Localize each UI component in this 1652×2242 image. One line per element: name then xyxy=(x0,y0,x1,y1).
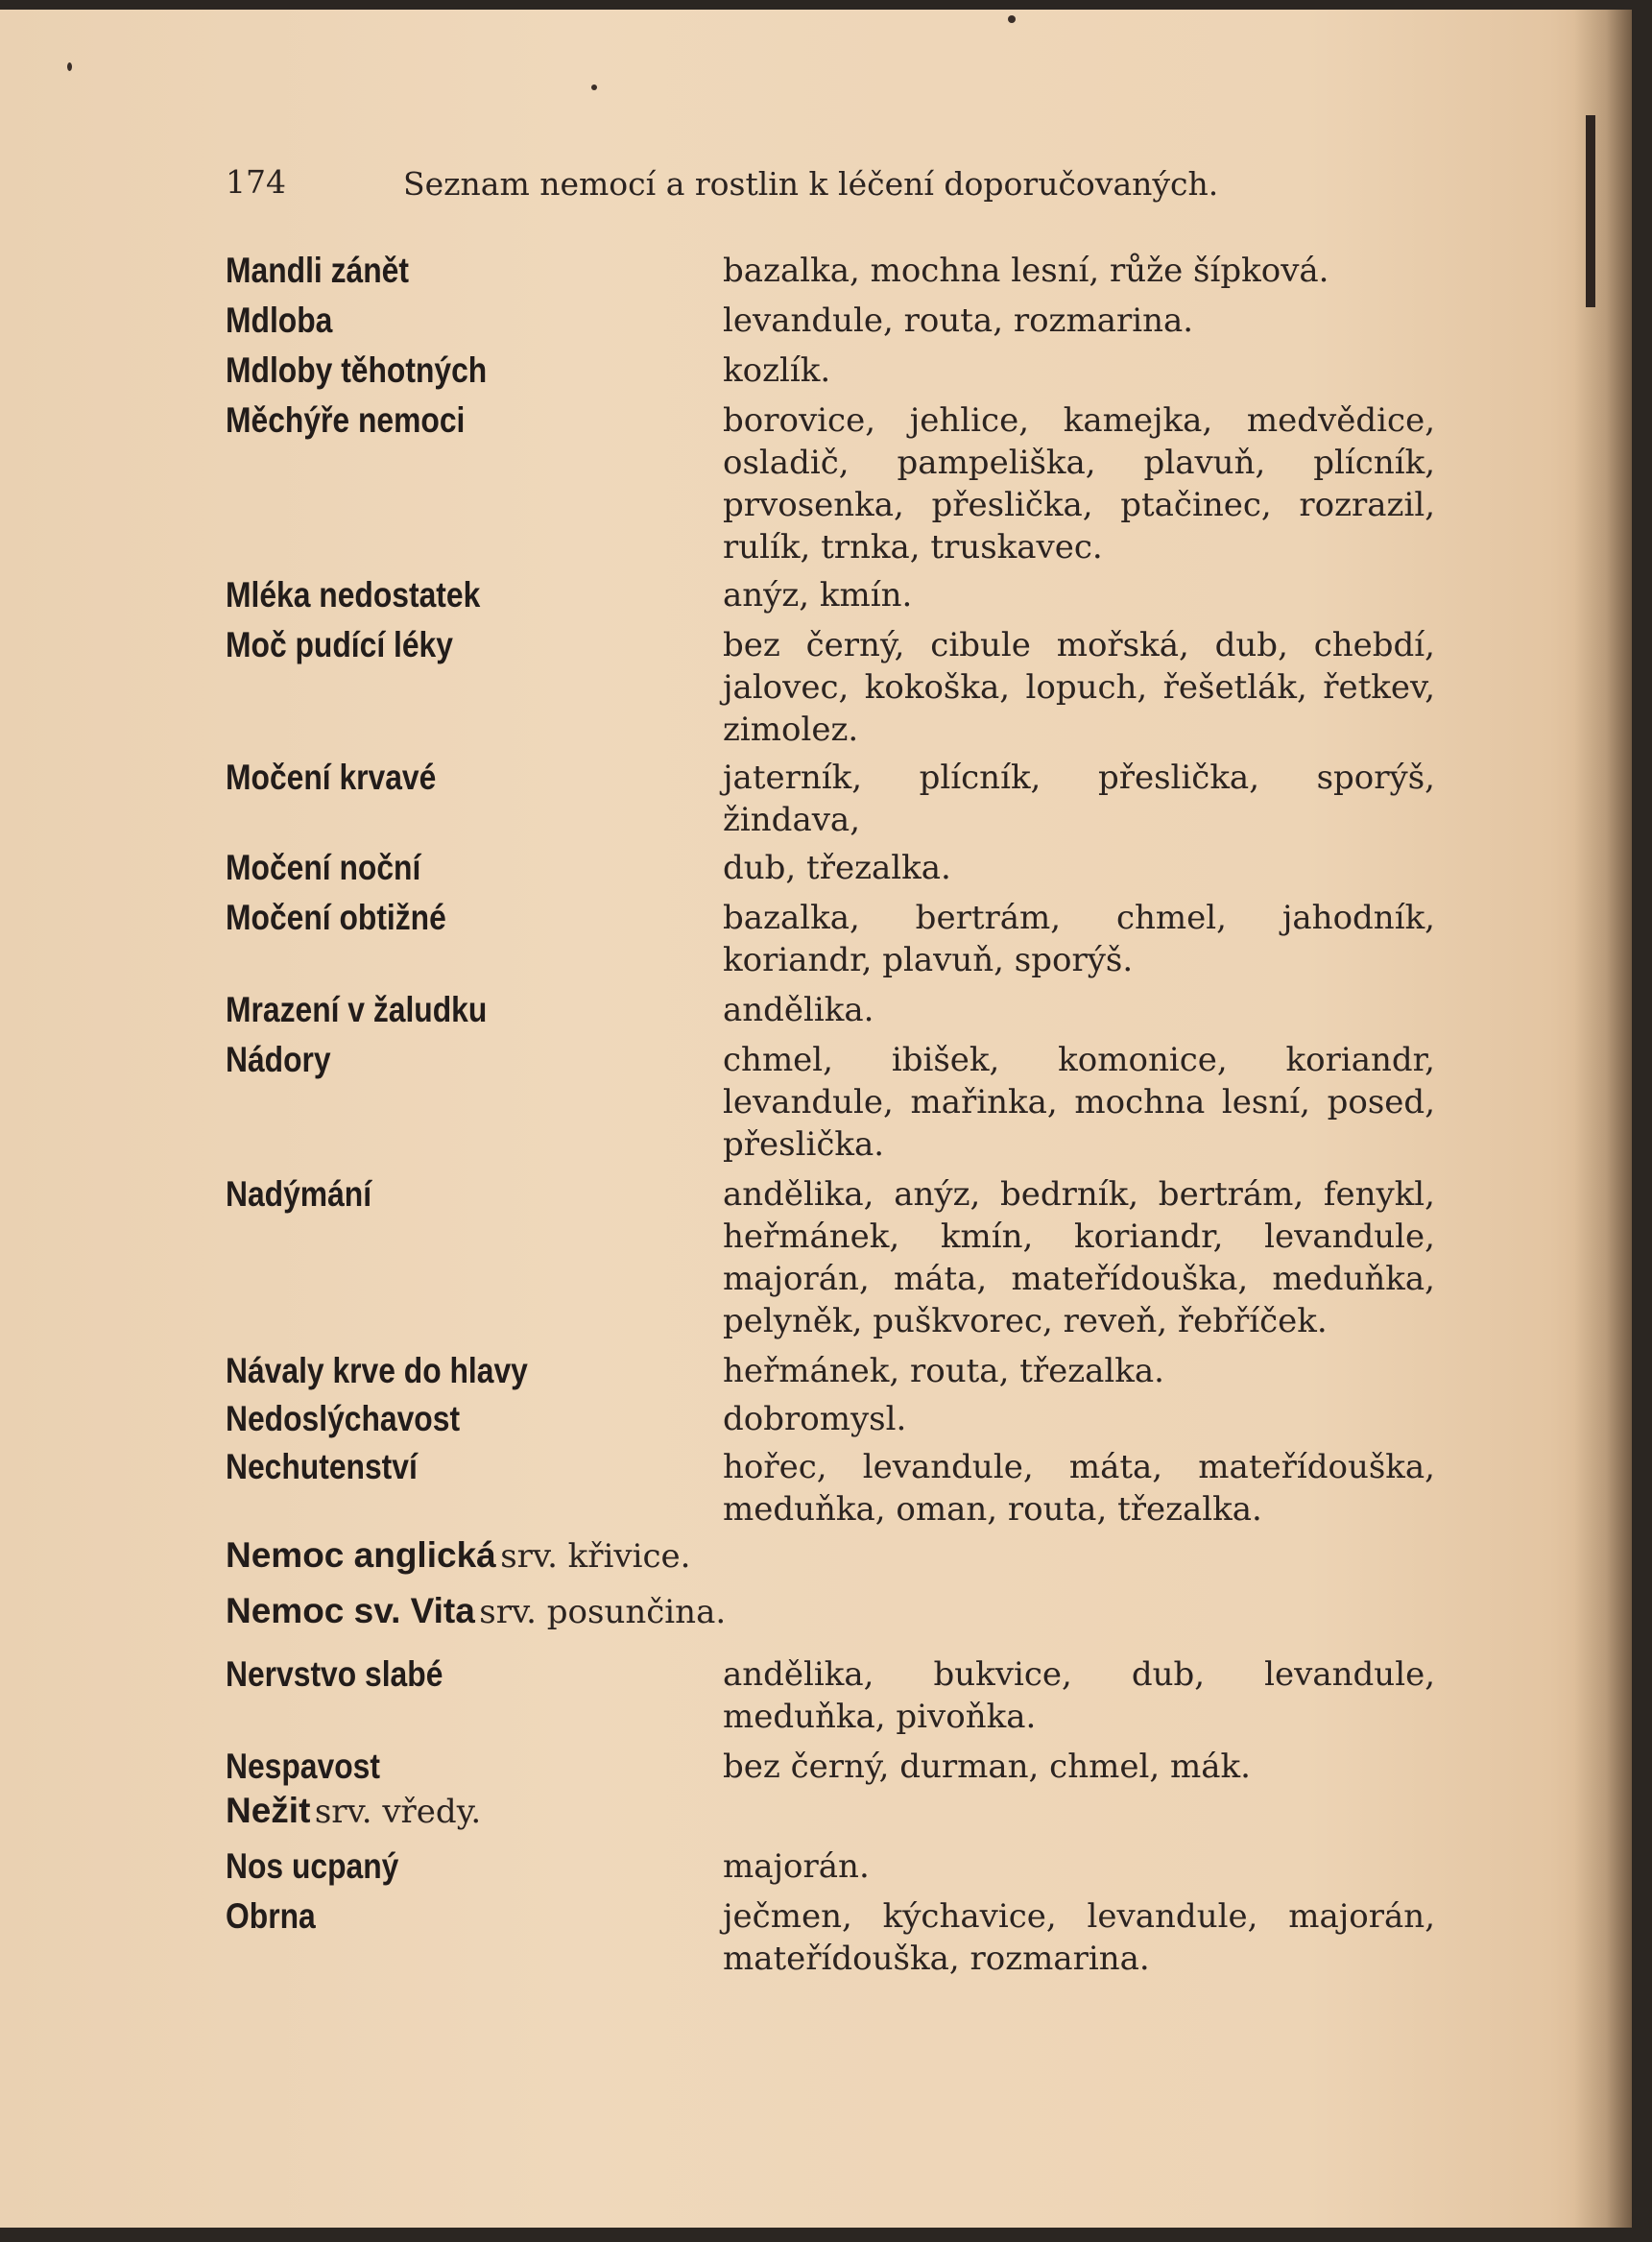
entry xyxy=(226,1039,1435,1166)
see-reference xyxy=(226,1534,1435,1584)
binding-mark xyxy=(1586,115,1595,307)
entry-term: Návaly krve do hlavy xyxy=(226,1351,528,1390)
entry xyxy=(226,897,1435,981)
entry-term: Nadýmání xyxy=(226,1174,372,1214)
entry-remedies: bazalka, mochna lesní, růže šípková. xyxy=(723,252,1329,290)
entry-remedies: anýz, kmín. xyxy=(723,576,913,615)
entry-remedies: ječmen, kýchavice, levandule, majorán, mateřídouška, rozmarina. xyxy=(723,1897,1435,1978)
entry-remedies: heřmánek, routa, třezalka. xyxy=(723,1352,1164,1390)
see-target: srv. posunčina. xyxy=(479,1593,727,1631)
entry-remedies: bazalka, bertrám, chmel, jahodník, koriandr, plavuň, sporýš. xyxy=(723,899,1435,979)
see-reference xyxy=(226,1790,1435,1840)
entry-remedies: andělika, bukvice, dub, levandule, meduňka, pivoňka. xyxy=(723,1655,1435,1736)
page-number: 174 xyxy=(226,163,286,201)
entry-term: Nervstvo slabé xyxy=(226,1654,443,1694)
entry-term: Mandli zánět xyxy=(226,251,409,290)
see-term: Nemoc anglická xyxy=(226,1535,496,1575)
running-title: Seznam nemocí a rostlin k léčení doporučovaných. xyxy=(403,165,1219,203)
entry-term: Mléka nedostatek xyxy=(226,575,481,615)
entry xyxy=(226,1446,1435,1531)
entry-remedies: bez černý, cibule mořská, dub, chebdí, jalovec, kokoška, lopuch, řešetlák, řetkev, zimolez. xyxy=(723,626,1435,749)
see-term: Nežit xyxy=(226,1791,311,1830)
entry-term: Mdloby těhotných xyxy=(226,350,488,390)
entry-term: Obrna xyxy=(226,1896,316,1936)
entry-remedies: andělika, anýz, bedrník, bertrám, fenykl, heřmánek, kmín, koriandr, levandule, majorán, máta, mateřídouška, meduňka, pelyněk, puškvorec, reveň, řebříček. xyxy=(723,1175,1435,1340)
entry xyxy=(226,757,1435,841)
page-edge-shadow xyxy=(1574,10,1632,2228)
entry-remedies: dub, třezalka. xyxy=(723,849,951,887)
entry xyxy=(226,1895,1435,1980)
entry-remedies: majorán. xyxy=(723,1847,870,1886)
entry xyxy=(226,574,1435,616)
entry xyxy=(226,847,1435,889)
book-page xyxy=(0,10,1632,2228)
entry-remedies: andělika. xyxy=(723,991,874,1029)
entry-remedies: jaterník, plícník, přeslička, sporýš, žindava, xyxy=(723,759,1435,839)
see-term: Nemoc sv. Vita xyxy=(226,1591,475,1630)
entry-remedies: borovice, jehlice, kamejka, medvědice, osladič, pampeliška, plavuň, plícník, prvosenka, přeslička, ptačinec, rozrazil, rulík, trnka, truskavec. xyxy=(723,401,1435,567)
entry-term: Močení noční xyxy=(226,848,421,887)
entry-term: Nos ucpaný xyxy=(226,1846,399,1886)
entry xyxy=(226,1173,1435,1342)
entry xyxy=(226,1398,1435,1440)
entry xyxy=(226,350,1435,392)
entry xyxy=(226,1845,1435,1888)
entry-term: Nedoslýchavost xyxy=(226,1399,461,1438)
entry-remedies: bez černý, durman, chmel, mák. xyxy=(723,1748,1251,1786)
see-target: srv. křivice. xyxy=(500,1537,691,1576)
entry-remedies: dobromysl. xyxy=(723,1400,907,1438)
entry xyxy=(226,399,1435,568)
entry xyxy=(226,1350,1435,1392)
entry-remedies: levandule, routa, rozmarina. xyxy=(723,301,1194,340)
ink-speck xyxy=(67,62,72,71)
see-reference xyxy=(226,1590,1435,1640)
entry-term: Mdloba xyxy=(226,301,333,340)
entry-term: Močení krvavé xyxy=(226,758,437,797)
entry xyxy=(226,1746,1435,1788)
entry xyxy=(226,300,1435,342)
entry xyxy=(226,250,1435,292)
entry-term: Močení obtižné xyxy=(226,898,446,937)
entry-term: Nechutenství xyxy=(226,1447,418,1486)
entry-remedies: hořec, levandule, máta, mateřídouška, meduňka, oman, routa, třezalka. xyxy=(723,1448,1435,1529)
entry-list xyxy=(226,250,1435,1980)
see-target: srv. vředy. xyxy=(314,1793,482,1831)
entry-term: Nespavost xyxy=(226,1747,380,1786)
ink-speck xyxy=(1008,15,1016,23)
ink-speck xyxy=(591,84,597,90)
entry-term: Moč pudící léky xyxy=(226,625,453,664)
entry xyxy=(226,1653,1435,1738)
entry xyxy=(226,989,1435,1031)
entry-term: Mrazení v žaludku xyxy=(226,990,488,1029)
entry-term: Měchýře nemoci xyxy=(226,400,466,440)
entry-remedies: chmel, ibišek, komonice, koriandr, levandule, mařinka, mochna lesní, posed, přeslička. xyxy=(723,1041,1435,1164)
entry-remedies: kozlík. xyxy=(723,351,831,390)
entry-term: Nádory xyxy=(226,1040,331,1079)
entry xyxy=(226,624,1435,751)
